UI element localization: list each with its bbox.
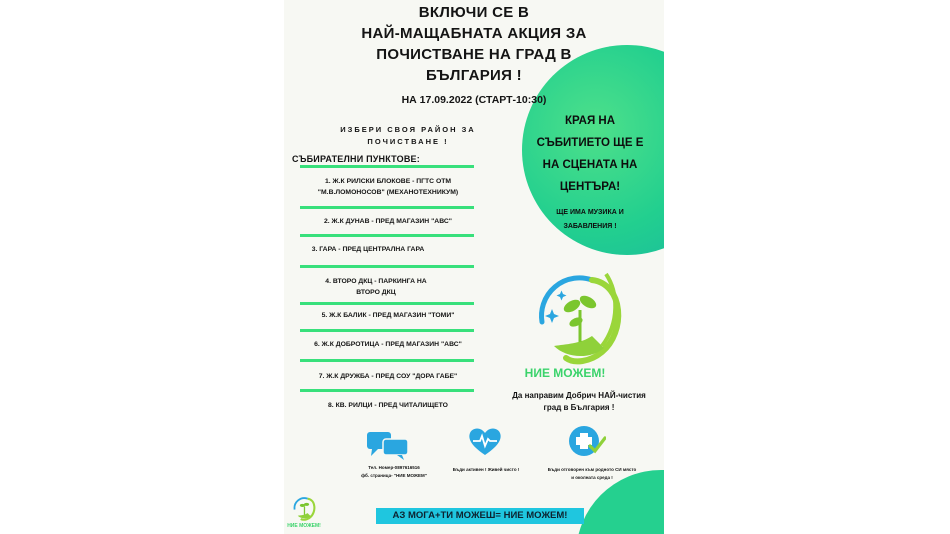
event-end-text (520, 110, 660, 234)
circle-subtext (520, 206, 660, 234)
divider-bar (300, 165, 474, 168)
event-date: НА 17.09.2022 (СТАРТ-10:30) (401, 94, 547, 106)
contact-info (346, 464, 442, 480)
list-item (288, 216, 488, 227)
poster (284, 0, 664, 534)
divider-bar (300, 302, 474, 305)
responsible-line: и околната среда ! (571, 475, 613, 480)
choose-line: ПОЧИСТВАНЕ ! (367, 137, 449, 146)
point-line: 8. КВ. РИЛЦИ - ПРЕД ЧИТАЛИЩЕТО (328, 402, 448, 409)
heart-pulse-icon (468, 426, 502, 456)
point-line: 3. ГАРА - ПРЕД ЦЕНТРАЛНА ГАРА (311, 246, 425, 253)
logo-name: НИЕ МОЖЕМ! (524, 366, 606, 380)
slogan-banner: АЗ МОГА+ТИ МОЖЕШ= НИЕ МОЖЕМ! (376, 508, 584, 524)
point-line: 1. Ж.К РИЛСКИ БЛОКОВЕ - ПГТС ОТМ (324, 178, 452, 185)
title-line: БЪЛГАРИЯ ! (426, 67, 522, 84)
contact-line: Тел. Номер-0897616516 (368, 465, 420, 470)
point-line: 6. Ж.К ДОБРОТИЦА - ПРЕД МАГАЗИН "АВС" (314, 341, 462, 348)
circle-sub-line: ЩЕ ИМА МУЗИКА И (556, 209, 624, 216)
point-line: 7. Ж.К ДРУЖБА - ПРЕД СОУ "ДОРА ГАБЕ" (318, 373, 458, 380)
chat-bubbles-icon (366, 430, 410, 460)
responsible-line: Бъди отговорен към родното СИ място (547, 467, 637, 472)
mini-logo-name: НИЕ МОЖЕМ! (287, 523, 321, 529)
list-item (288, 371, 488, 382)
title-line: ПОЧИСТВАНЕ НА ГРАД В (376, 46, 572, 63)
circle-line: ЦЕНТЪРА! (559, 181, 621, 193)
circle-line: КРАЯ НА (564, 115, 616, 127)
circle-sub-line: ЗАБАВЛЕНИЯ ! (563, 223, 617, 230)
tagline-line: град в България ! (543, 403, 615, 412)
list-item (288, 310, 488, 321)
active-text: Бъди активен ! Живей чисто ! (452, 467, 520, 472)
point-line: "М.В.ЛОМОНОСОВ" (МЕХАНОТЕХНИКУМ) (317, 189, 459, 196)
divider-bar (300, 389, 474, 392)
logo-tagline (494, 390, 664, 414)
choose-line: ИЗБЕРИ СВОЯ РАЙОН ЗА (340, 125, 476, 134)
divider-bar (300, 265, 474, 268)
point-line: ВТОРО ДКЦ (356, 289, 396, 296)
point-line: 5. Ж.К БАЛИК - ПРЕД МАГАЗИН "ТОМИ" (321, 312, 455, 319)
nie-mozhem-logo-icon (532, 262, 632, 370)
points-heading: СЪБИРАТЕЛНИ ПУНКТОВЕ: (292, 154, 420, 164)
contact-line: фб. страница- "НИЕ МОЖЕМ" (361, 473, 427, 478)
divider-bar (300, 329, 474, 332)
circle-line: СЪБИТИЕТО ЩЕ Е (536, 137, 644, 149)
divider-bar (300, 234, 474, 237)
title-line: ВКЛЮЧИ СЕ В (418, 4, 530, 21)
tagline-line: Да направим Добрич НАЙ-чистия (512, 391, 646, 400)
list-item (288, 339, 488, 350)
point-line: 4. ВТОРО ДКЦ - ПАРКИНГА НА (325, 278, 427, 285)
point-line: 2. Ж.К ДУНАВ - ПРЕД МАГАЗИН "АВС" (324, 218, 452, 225)
mini-logo-icon (292, 494, 318, 522)
divider-bar (300, 206, 474, 209)
circle-line: НА СЦЕНАТА НА (542, 159, 638, 171)
medical-cross-check-icon (568, 424, 606, 458)
divider-bar (300, 359, 474, 362)
list-item (288, 400, 488, 411)
list-item (288, 176, 488, 198)
responsible-text (532, 466, 652, 482)
list-item (284, 276, 476, 298)
title-line: НАЙ-МАЩАБНАТА АКЦИЯ ЗА (361, 25, 587, 42)
list-item (284, 244, 468, 255)
